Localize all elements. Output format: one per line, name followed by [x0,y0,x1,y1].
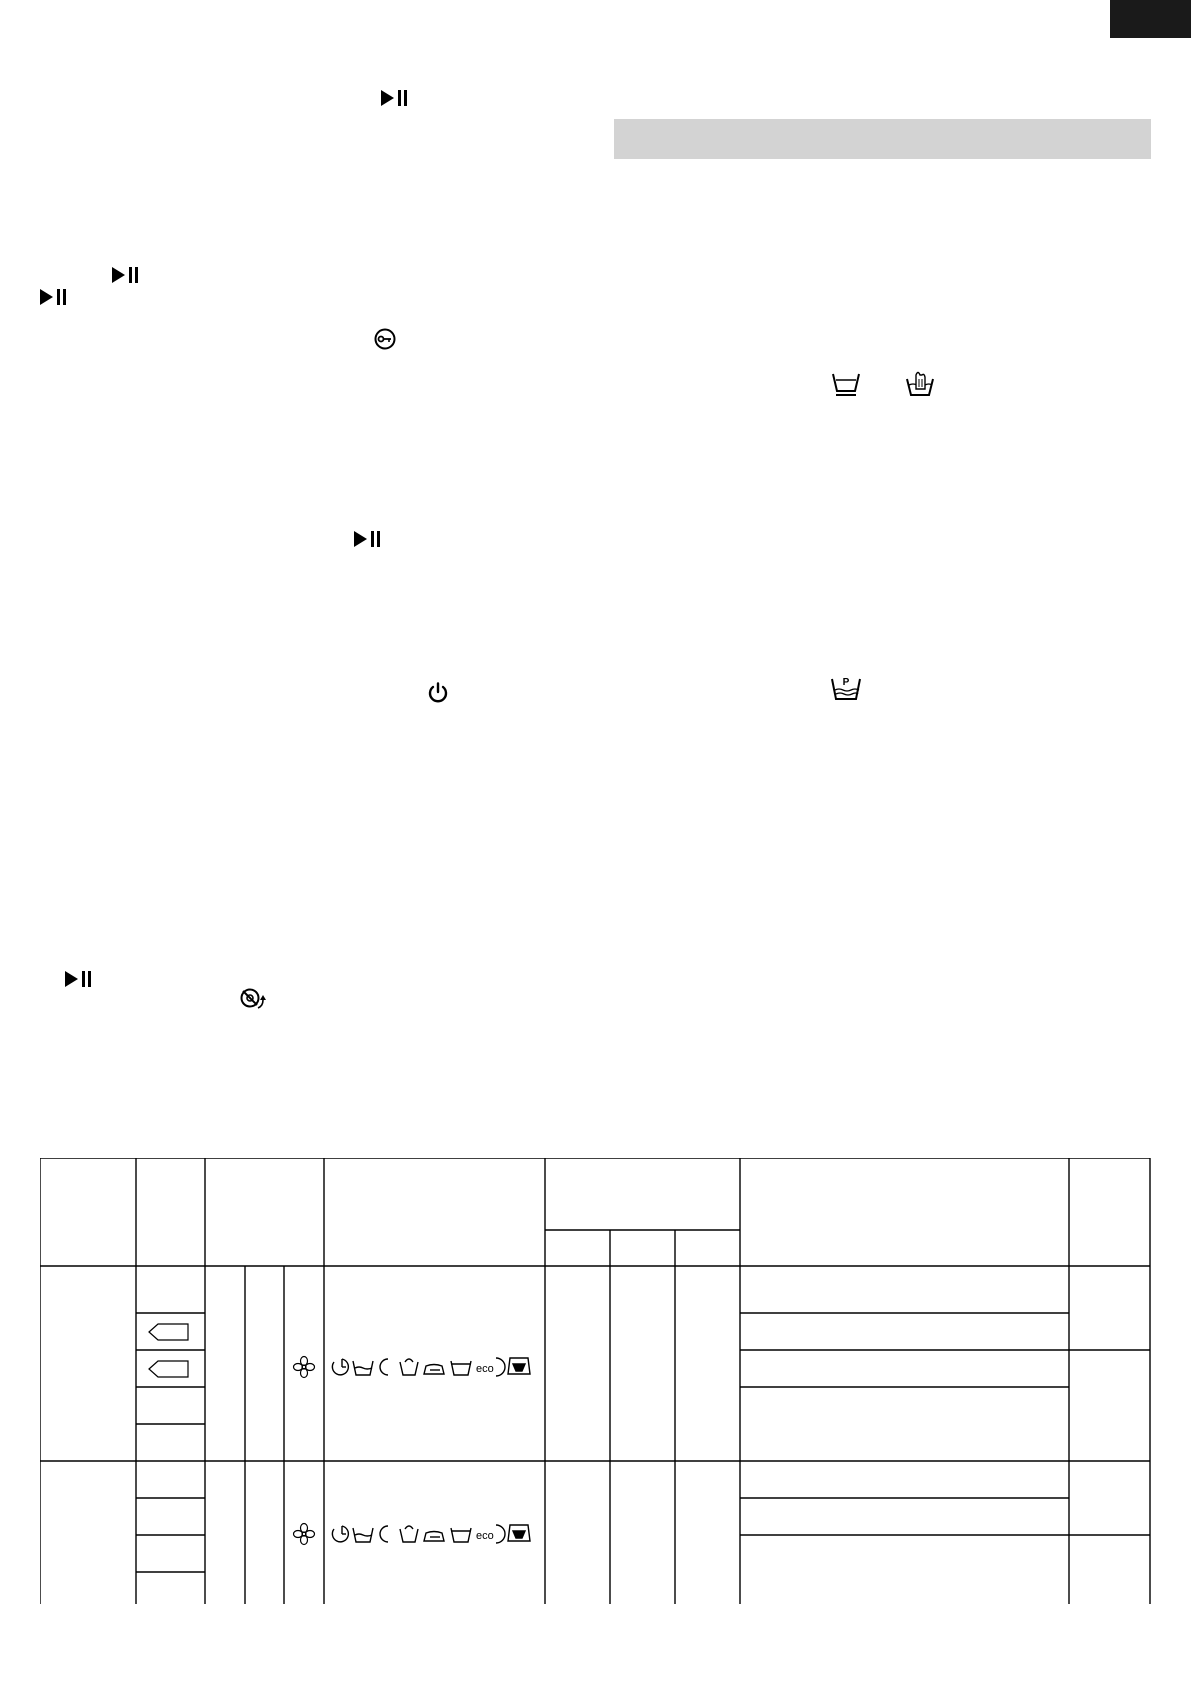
function-icons-strip [330,1521,542,1547]
page-corner-tab [1110,0,1191,38]
section-header-band [614,119,1151,159]
play-pause-icon [380,88,410,108]
svg-text:eco: eco [476,1530,494,1542]
no-spin-icon [238,986,268,1012]
svg-text:P: P [842,677,850,688]
tag-icon [148,1359,190,1379]
programme-table [40,1158,1151,1604]
play-pause-icon [353,529,383,549]
washtub-icon [831,371,861,397]
power-icon [426,681,450,705]
play-pause-icon [39,287,69,307]
fan-icon [292,1355,316,1379]
svg-text:eco: eco [476,1363,494,1375]
prewash-icon [830,673,862,703]
play-pause-icon [111,265,141,285]
tag-icon [148,1322,190,1342]
play-pause-icon [64,969,94,989]
function-icons-strip [330,1354,542,1380]
hand-wash-icon [905,369,935,397]
key-lock-icon [373,327,397,351]
fan-icon [292,1522,316,1546]
